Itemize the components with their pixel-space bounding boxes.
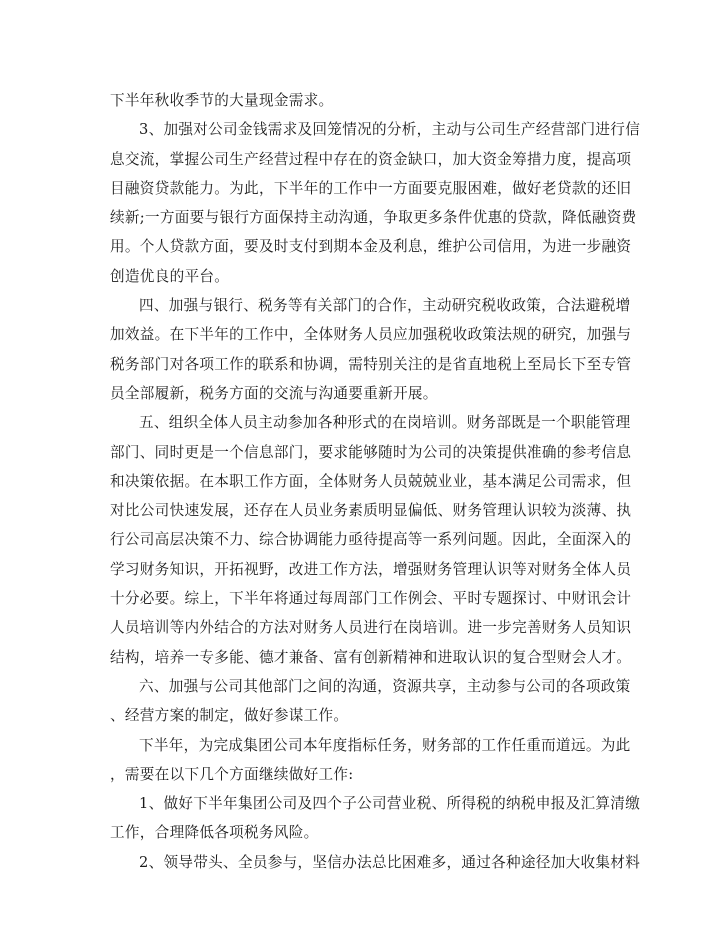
text-line: 用。个人贷款方面，要及时支付到期本金及利息，维护公司信用，为进一步融资 [110, 238, 632, 256]
paragraph-start: 1、做好下半年集团公司及四个子公司营业税、所得税的纳税申报及汇算清缴 [139, 795, 641, 813]
text-line: 工作，合理降低各项税务风险。 [110, 824, 319, 842]
text-line: 创造优良的平台。 [110, 267, 230, 285]
text-line: ，需要在以下几个方面继续做好工作: [110, 765, 354, 783]
text-line: 学习财务知识，开拓视野，改进工作方法，增强财务管理认识等对财务全体人员 [110, 560, 632, 578]
text-line: 结构，培养一专多能、德才兼备、富有创新精神和进取认识的复合型财会人才。 [110, 648, 632, 666]
text-line: 息交流，掌握公司生产经营过程中存在的资金缺口，加大资金筹措力度，提高项 [110, 150, 632, 168]
text-line: 对比公司快速发展，还存在人员业务素质明显偏低、财务管理认识较为淡薄、执 [110, 502, 632, 520]
text-line: 和决策依据。在本职工作方面，全体财务人员兢兢业业，基本满足公司需求，但 [110, 472, 632, 490]
paragraph-start: 六、加强与公司其他部门之间的沟通，资源共享，主动参与公司的各项政策 [139, 677, 631, 695]
text-line: 人员培训等内外结合的方法对财务人员进行在岗培训。进一步完善财务人员知识 [110, 619, 632, 637]
paragraph-start: 五、组织全体人员主动参加各种形式的在岗培训。财务部既是一个职能管理 [139, 414, 631, 432]
paragraph-start: 下半年，为完成集团公司本年度指标任务，财务部的工作任重而道远。为此 [139, 736, 631, 754]
paragraph-start: 3、加强对公司金钱需求及回笼情况的分析，主动与公司生产经营部门进行信 [139, 121, 641, 139]
text-line: 目融资贷款能力。为此，下半年的工作中一方面要克服困难，做好老贷款的还旧 [110, 179, 632, 197]
text-line: 税务部门对各项工作的联系和协调，需特别关注的是省直地税上至局长下至专管 [110, 355, 632, 373]
paragraph-start: 2、领导带头、全员参与，坚信办法总比困难多，通过各种途径加大收集材料 [139, 853, 641, 871]
text-line: 下半年秋收季节的大量现金需求。 [110, 92, 334, 109]
document-page [110, 86, 641, 877]
text-line: 、经营方案的制定，做好参谋工作。 [110, 707, 349, 725]
text-line: 部门、同时更是一个信息部门，要求能够随时为公司的决策提供准确的参考信息 [110, 443, 632, 461]
text-line: 行公司高层决策不力、综合协调能力亟待提高等一系列问题。因此，全面深入的 [110, 531, 632, 549]
paragraph-start: 四、加强与银行、税务等有关部门的合作，主动研究税收政策，合法避税增 [139, 297, 631, 315]
text-line: 加效益。在下半年的工作中，全体财务人员应加强税收政策法规的研究，加强与 [110, 326, 632, 344]
text-line: 员全部履新，税务方面的交流与沟通要重新开展。 [110, 384, 438, 402]
text-line: 续新;一方面要与银行方面保持主动沟通，争取更多条件优惠的贷款，降低融资费 [110, 209, 637, 227]
text-line: 十分必要。综上，下半年将通过每周部门工作例会、平时专题探讨、中财讯会计 [110, 590, 632, 608]
